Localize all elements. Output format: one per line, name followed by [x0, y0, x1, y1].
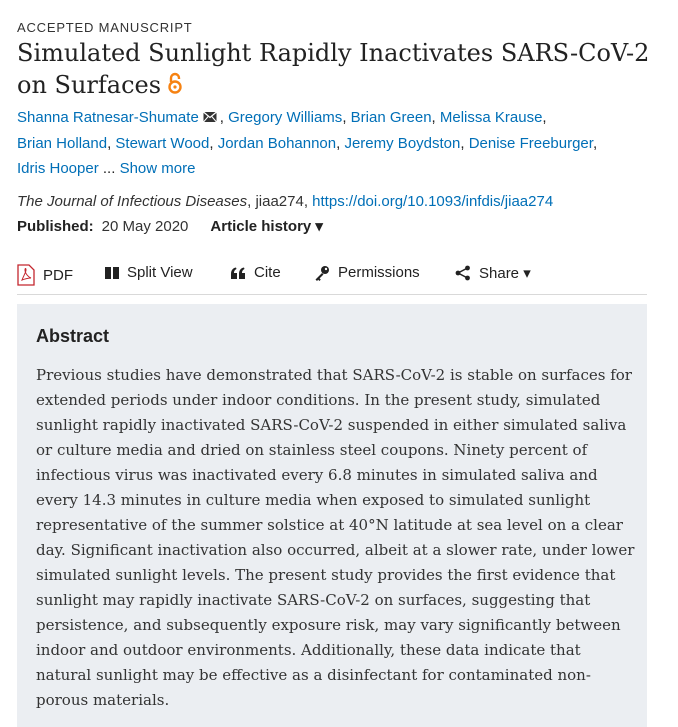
author-list: Shanna Ratnesar-Shumate , Gregory Williams, Brian Green, Melissa Krause, Brian Holland, Stewart Wood, Jordan Bohannon, Jeremy Boydston, Denise Freeburger, Idris Hooper ... Show more: [17, 105, 657, 181]
author-link[interactable]: Brian Holland: [17, 135, 108, 152]
article-history-toggle[interactable]: Article history ▾: [210, 218, 323, 235]
publication-info: [17, 217, 323, 237]
doi-link[interactable]: https://doi.org/10.1093/infdis/jiaa274: [312, 193, 554, 210]
author-link[interactable]: Gregory Williams: [228, 109, 343, 126]
cite-label: Cite: [254, 264, 281, 281]
open-access-icon: [167, 71, 183, 103]
quote-icon: [230, 267, 246, 279]
pdf-icon: [17, 264, 35, 286]
cite-button[interactable]: [230, 264, 281, 281]
share-button[interactable]: [455, 264, 531, 282]
author-ellipsis: ...: [102, 160, 116, 177]
published-date: 20 May 2020: [101, 218, 189, 235]
article-title-text: Simulated Sunlight Rapidly Inactivates SARS-CoV-2 on Surfaces: [17, 39, 650, 99]
permissions-button[interactable]: [314, 264, 420, 281]
split-view-label: Split View: [127, 264, 193, 281]
citation-line: [17, 192, 553, 212]
pdf-button[interactable]: [17, 264, 73, 286]
article-id: , jiaa274,: [247, 193, 313, 210]
manuscript-status-label: ACCEPTED MANUSCRIPT: [17, 20, 193, 35]
journal-name: The Journal of Infectious Diseases: [17, 193, 248, 210]
mail-icon[interactable]: [203, 106, 217, 131]
author-link[interactable]: Idris Hooper: [17, 160, 99, 177]
abstract-section: [17, 304, 647, 727]
split-view-icon: [105, 266, 119, 280]
abstract-heading: Abstract: [36, 326, 110, 346]
pdf-label: PDF: [43, 266, 73, 284]
published-label: Published:: [17, 218, 94, 235]
abstract-text: Previous studies have demonstrated that SARS-CoV-2 is stable on surfaces for extended periods under indoor conditions. In the present study, simulated sunlight rapidly inactivated SARS-CoV-2 suspended in either simulated saliva or culture media and dried on stainless steel coupons. Ninety percent of infectious virus was inactivated every 6.8 minutes in simulated saliva and every 14.3 minutes in culture media when exposed to simulated sunlight representative of the summer solstice at 40°N latitude at sea level on a clear day. Significant inactivation also occurred, albeit at a slower rate, under lower simulated sunlight levels. The present study provides the first evidence that sunlight may rapidly inactivate SARS-CoV-2 on surfaces, suggesting that persistence, and subsequently exposure risk, may vary significantly between indoor and outdoor environments. Additionally, these data indicate that natural sunlight may be effective as a disinfectant for contaminated non-porous materials.: [36, 366, 635, 709]
author-link[interactable]: Stewart Wood: [115, 135, 210, 152]
author-link[interactable]: Denise Freeburger: [468, 135, 593, 152]
show-more-authors-button[interactable]: Show more: [119, 160, 196, 177]
author-link[interactable]: Brian Green: [350, 109, 432, 126]
author-link[interactable]: Jeremy Boydston: [344, 135, 461, 152]
author-link[interactable]: Jordan Bohannon: [217, 135, 337, 152]
share-icon: [455, 265, 471, 281]
key-icon: [314, 265, 330, 281]
split-view-button[interactable]: [105, 264, 193, 281]
article-toolbar: [17, 258, 647, 295]
share-label: Share ▾: [479, 265, 531, 282]
permissions-label: Permissions: [338, 264, 420, 281]
author-link[interactable]: Shanna Ratnesar-Shumate: [17, 109, 199, 126]
author-link[interactable]: Melissa Krause: [439, 109, 543, 126]
article-title: [17, 37, 657, 103]
